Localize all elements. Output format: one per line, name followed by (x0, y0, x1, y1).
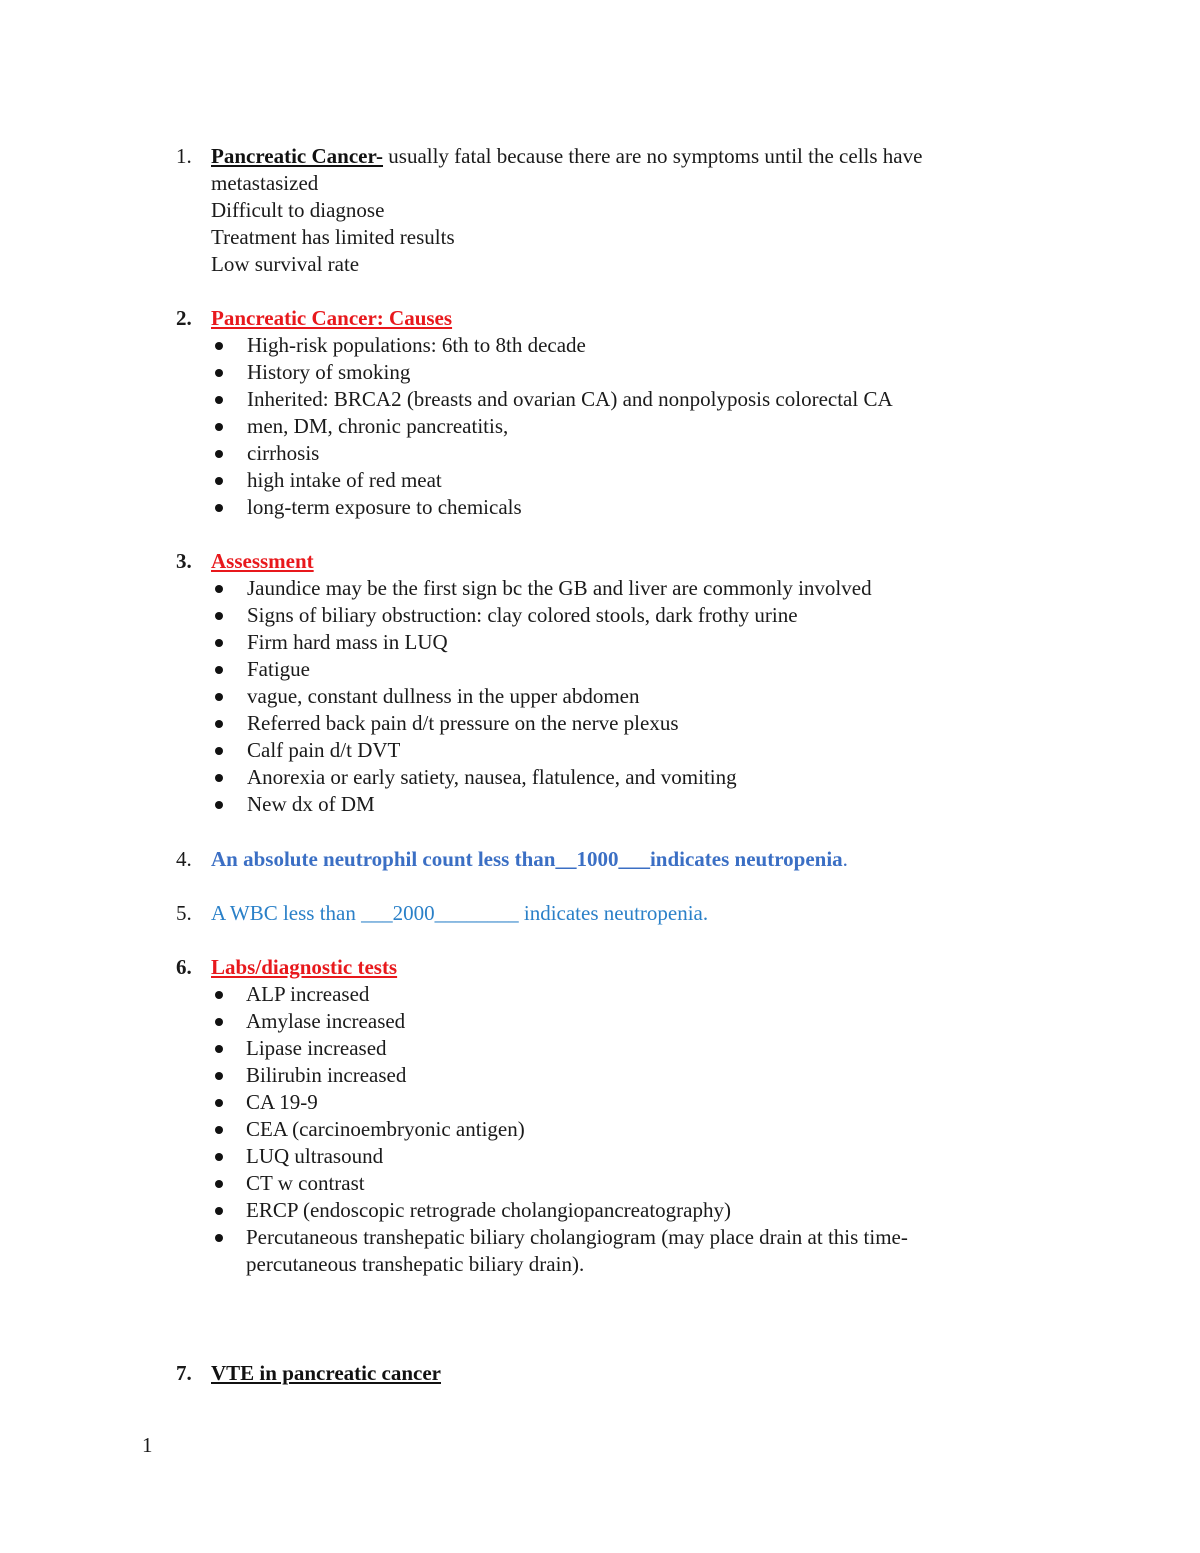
bullet-icon (215, 1018, 223, 1026)
section-title: Labs/diagnostic tests (211, 955, 398, 979)
section-title-rest: usually fatal because there are no symptoms until the cells have (383, 144, 923, 168)
section-title: Pancreatic Cancer: Causes (211, 306, 453, 330)
bullet-icon (215, 1072, 223, 1080)
section-title: Assessment (211, 549, 314, 573)
bullet-icon (215, 369, 223, 377)
wbc-statement: A WBC less than ___2000________ indicates neutropenia. (211, 901, 709, 925)
list-item: High-risk populations: 6th to 8th decade (211, 332, 1051, 359)
list-item: New dx of DM (211, 791, 1051, 818)
section-title: Pancreatic Cancer- (211, 144, 384, 168)
bullet-icon (215, 720, 223, 728)
bullet-icon (215, 1207, 223, 1215)
text-line: metastasized (211, 171, 319, 195)
bullet-icon (215, 666, 223, 674)
list-item: ERCP (endoscopic retrograde cholangiopancreatography) (175, 1197, 1111, 1224)
section-number: 4. (176, 847, 192, 871)
list-item: Signs of biliary obstruction: clay colored stools, dark frothy urine (211, 602, 1051, 629)
bullet-icon (215, 801, 223, 809)
list-item: Inherited: BRCA2 (breasts and ovarian CA) and nonpolyposis colorectal CA (211, 386, 1051, 413)
bullet-icon (215, 1153, 223, 1161)
list-item: Amylase increased (175, 1008, 1111, 1035)
list-item: CT w contrast (175, 1170, 1111, 1197)
section-number: 7. (176, 1361, 192, 1385)
document-page: 1. Pancreatic Cancer- usually fatal because there are no symptoms until the cells have metastasized Difficult to diagnose Treatment has limited results Low survival rate 2. Pancreatic Cancer: Causes High-risk populations: 6th to 8th decade History of smoking Inherited: BRCA2 (breasts and ovarian CA) and nonpolyposis colorectal CA men, DM, chronic pancreatitis, cirrhosis high intake of red meat long-term exposure to chemicals 3. Assessment Jaundice may be the first sign bc the GB and liver are commonly involved Signs of biliary obstruction: clay colored stools, dark frothy urine Firm hard mass in LUQ Fatigue vague, constant dullness in the upper abdomen Referred back pain d/t pressure on the nerve plexus Calf pain d/t DVT Anorexia or early satiety, nausea, flatulence, and vomiting New dx of DM 4. An absolute neutrophil count less than__1000___indicates neutropenia. 5. A WBC less than ___2000________ indicates neutropenia. 6. Labs/diagnostic tests ALP increased Amylase increased Lipase increased Bilirubin increased CA 19-9 CEA (carcinoembryonic antigen) LUQ ultrasound CT w contrast ERCP (endoscopic retrograde cholangiopancreatography) Percutaneous transhepatic biliary cholangiogram (may place drain at this time-percutaneous transhepatic biliary drain). 7. VTE in pancreatic cancer 1 (0, 0, 1200, 1553)
page-number: 1 (142, 1433, 153, 1457)
list-item: History of smoking (211, 359, 1051, 386)
list-item: Referred back pain d/t pressure on the nerve plexus (211, 710, 1051, 737)
list-item: LUQ ultrasound (175, 1143, 1111, 1170)
bullet-list (211, 332, 1051, 521)
section-number: 1. (176, 144, 192, 168)
section-number: 3. (176, 549, 192, 573)
list-item: cirrhosis (211, 440, 1051, 467)
bullet-icon (215, 1045, 223, 1053)
bullet-icon (215, 396, 223, 404)
list-item: Firm hard mass in LUQ (211, 629, 1051, 656)
bullet-list (211, 575, 1051, 818)
bullet-icon (215, 504, 223, 512)
section-number: 5. (176, 901, 192, 925)
list-item: vague, constant dullness in the upper abdomen (211, 683, 1051, 710)
list-item: CA 19-9 (175, 1089, 1111, 1116)
text-line: Low survival rate (211, 252, 360, 276)
list-item: CEA (carcinoembryonic antigen) (175, 1116, 1111, 1143)
text-line: Difficult to diagnose (211, 198, 385, 222)
bullet-icon (215, 342, 223, 350)
bullet-icon (215, 1099, 223, 1107)
list-item: Percutaneous transhepatic biliary cholangiogram (may place drain at this time-percutaneous transhepatic biliary drain). (175, 1224, 1111, 1278)
bullet-icon (215, 693, 223, 701)
list-item: long-term exposure to chemicals (211, 494, 1051, 521)
bullet-icon (215, 585, 223, 593)
text-line: Treatment has limited results (211, 225, 455, 249)
section-number: 2. (176, 306, 192, 330)
neutrophil-statement: An absolute neutrophil count less than__1000___indicates neutropenia (211, 847, 843, 871)
bullet-icon (215, 450, 223, 458)
list-item: Fatigue (211, 656, 1051, 683)
list-item: Calf pain d/t DVT (211, 737, 1051, 764)
bullet-icon (215, 1126, 223, 1134)
list-item: Anorexia or early satiety, nausea, flatulence, and vomiting (211, 764, 1051, 791)
list-item: Jaundice may be the first sign bc the GB and liver are commonly involved (211, 575, 1051, 602)
bullet-icon (215, 477, 223, 485)
list-item: Lipase increased (175, 1035, 1111, 1062)
list-item: men, DM, chronic pancreatitis, (211, 413, 1051, 440)
list-item: ALP increased (175, 981, 1111, 1008)
bullet-icon (215, 612, 223, 620)
bullet-icon (215, 774, 223, 782)
bullet-icon (215, 639, 223, 647)
section-title: VTE in pancreatic cancer (211, 1361, 441, 1385)
section-number: 6. (176, 955, 192, 979)
list-item: high intake of red meat (211, 467, 1051, 494)
bullet-icon (215, 1234, 223, 1242)
bullet-icon (215, 991, 223, 999)
bullet-icon (215, 1180, 223, 1188)
bullet-icon (215, 423, 223, 431)
bullet-icon (215, 747, 223, 755)
list-item: Bilirubin increased (175, 1062, 1111, 1089)
bullet-list (175, 981, 1111, 1278)
